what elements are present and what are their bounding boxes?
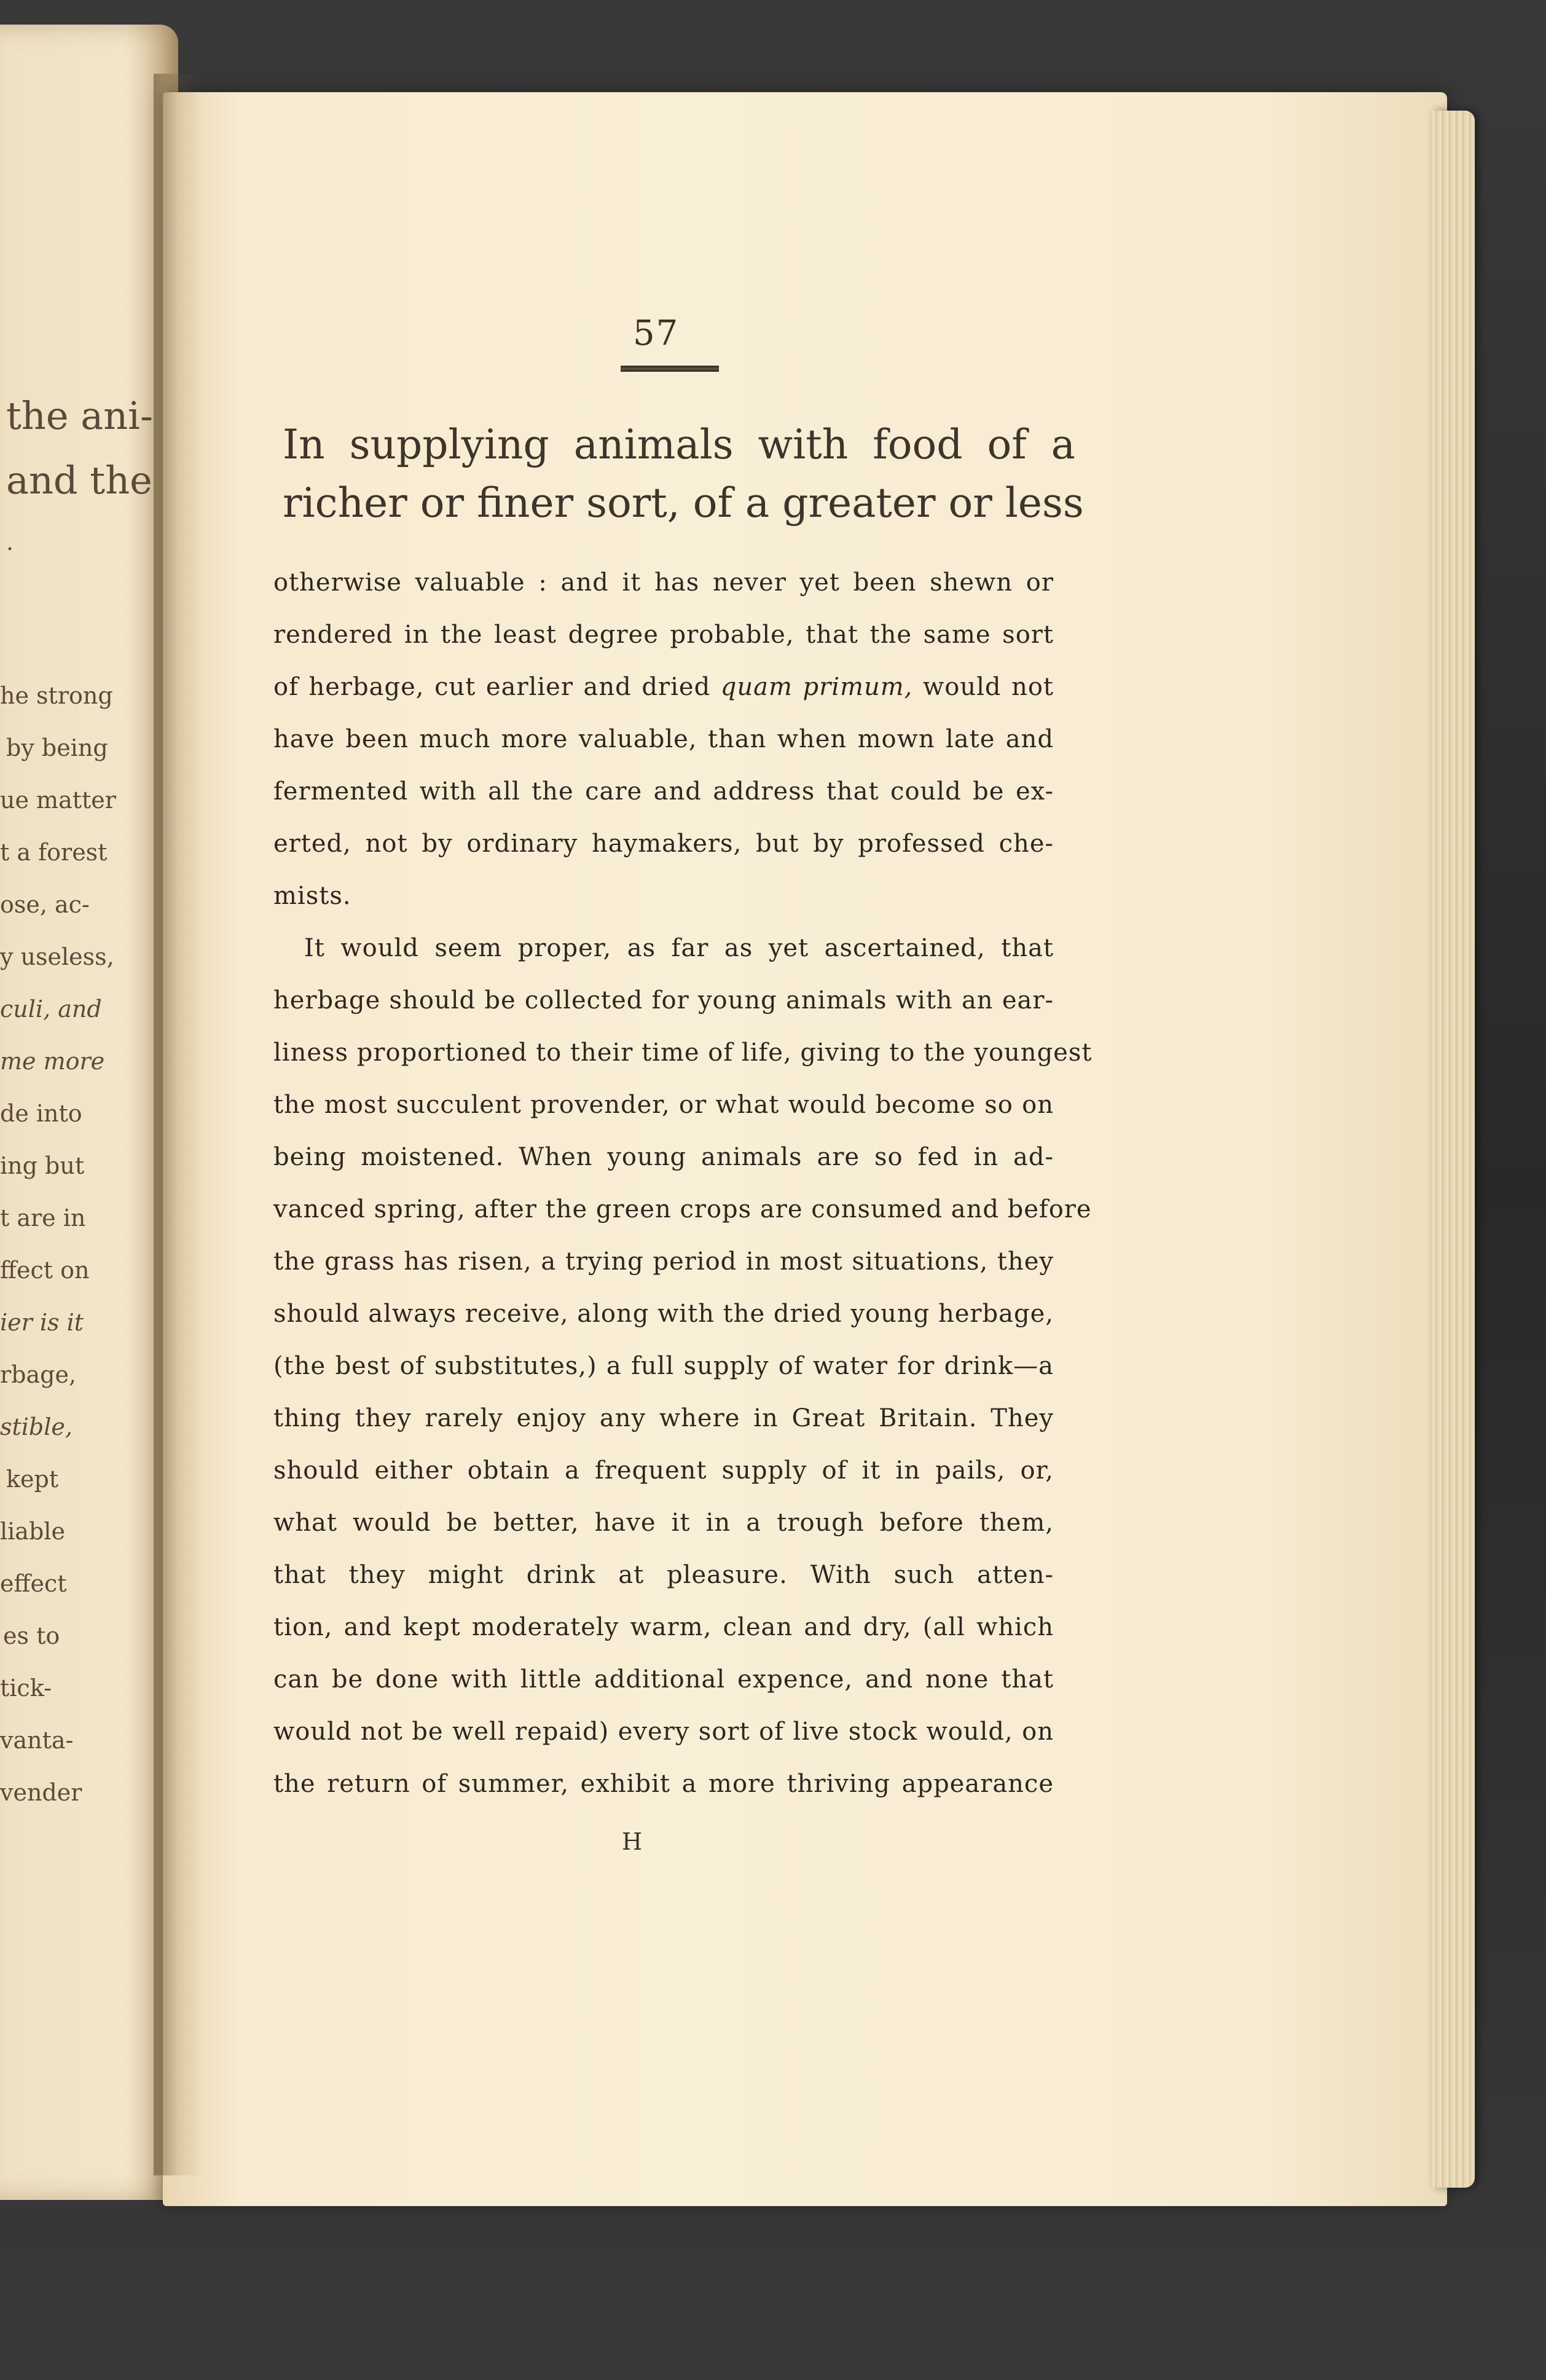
body-line: erted, not by ordinary haymakers, but by professed che-: [273, 830, 1054, 858]
page-number-rule: [621, 366, 719, 372]
left-page-line: stible,: [0, 1413, 73, 1440]
body-line: vanced spring, after the green crops are consumed and before: [273, 1195, 1092, 1223]
body-line: It would seem proper, as far as yet ascertained, that: [304, 934, 1054, 962]
body-line: tion, and kept moderately warm, clean and dry, (all which: [273, 1613, 1054, 1641]
left-page-line: es to: [3, 1622, 60, 1649]
left-page-line: y useless,: [0, 943, 114, 970]
left-page-line: vanta-: [0, 1727, 74, 1754]
left-page-line: ing but: [0, 1152, 85, 1179]
body-line: should either obtain a frequent supply of it in pails, or,: [273, 1456, 1054, 1485]
left-page-line: ffect on: [0, 1257, 90, 1284]
body-line: otherwise valuable : and it has never yet been shewn or: [273, 568, 1054, 597]
left-page-edge: [0, 25, 178, 2200]
heading-line: richer or finer sort, of a greater or less: [283, 479, 1084, 527]
body-line: herbage should be collected for young animals with an ear-: [273, 986, 1054, 1015]
italic-phrase: quam primum,: [720, 673, 913, 701]
body-line: should always receive, along with the dried young herbage,: [273, 1300, 1054, 1328]
body-line: liness proportioned to their time of life, giving to the youngest: [273, 1039, 1093, 1067]
body-line: rendered in the least degree probable, that the same sort: [273, 621, 1054, 649]
left-page-line: culi, and: [0, 996, 102, 1023]
body-line: thing they rarely enjoy any where in Great Britain. They: [273, 1404, 1054, 1432]
left-page-line: ier is it: [0, 1309, 84, 1336]
left-page-line: liable: [0, 1518, 65, 1545]
body-line: (the best of substitutes,) a full supply of water for drink—a: [273, 1352, 1054, 1380]
left-page-line: rbage,: [0, 1361, 77, 1388]
left-page-line: tick-: [0, 1675, 52, 1702]
body-line: [273, 673, 1054, 701]
body-line: have been much more valuable, than when mown late and: [273, 725, 1054, 753]
body-line: that they might drink at pleasure. With such atten-: [273, 1561, 1054, 1589]
body-line: being moistened. When young animals are so fed in ad-: [273, 1143, 1054, 1171]
left-page-line: effect: [0, 1570, 67, 1597]
body-line: the grass has risen, a trying period in most situations, they: [273, 1247, 1054, 1276]
left-page-line: me more: [0, 1048, 105, 1075]
page-number: 57: [633, 313, 680, 353]
signature-mark: H: [622, 1828, 643, 1855]
left-page-line: kept: [6, 1466, 59, 1493]
left-page-line: ose, ac-: [0, 891, 90, 918]
body-text: of herbage, cut earlier and dried: [273, 673, 721, 701]
body-line: fermented with all the care and address that could be ex-: [273, 777, 1054, 806]
left-page-line: vender: [0, 1779, 82, 1806]
left-page-line: .: [6, 528, 14, 556]
body-line: what would be better, have it in a trough before them,: [273, 1509, 1054, 1537]
body-line: can be done with little additional expence, and none that: [273, 1665, 1054, 1694]
left-page-line: he strong: [0, 682, 113, 709]
left-page-line: ue matter: [0, 787, 116, 814]
body-line: the most succulent provender, or what would become so on: [273, 1091, 1054, 1119]
heading-line: In supplying animals with food of a: [283, 421, 1075, 468]
left-page-line: by being: [6, 734, 108, 761]
body-text: would not: [912, 673, 1054, 701]
left-page-line: de into: [0, 1100, 82, 1127]
body-line: would not be well repaid) every sort of live stock would, on: [273, 1718, 1054, 1746]
page-edges: [1432, 111, 1475, 2188]
body-line: the return of summer, exhibit a more thriving appearance: [273, 1770, 1054, 1798]
left-page-line: t are in: [0, 1204, 86, 1231]
left-page-line: t a forest: [0, 839, 108, 866]
gutter-shadow: [154, 74, 203, 2175]
left-page-line: the ani-: [6, 393, 153, 438]
left-page-line: and the: [6, 458, 152, 503]
body-line: mists.: [273, 882, 351, 910]
